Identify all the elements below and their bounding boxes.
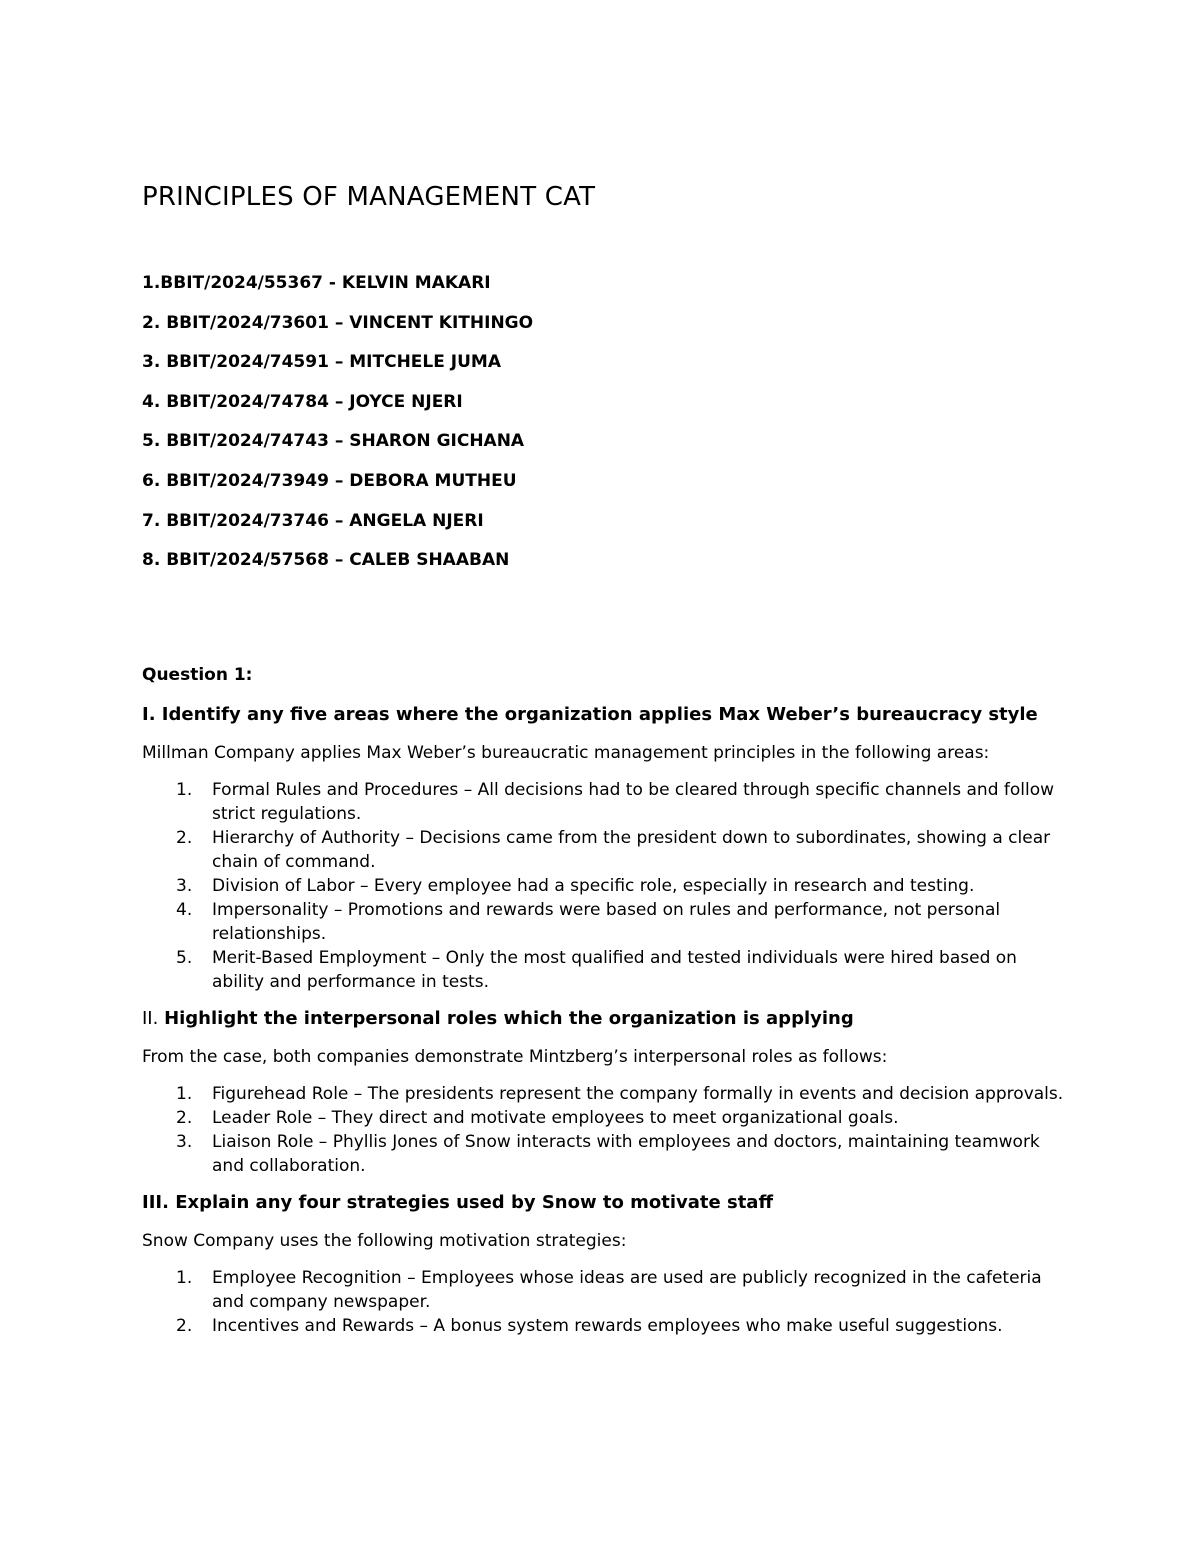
section-heading-text: Highlight the interpersonal roles which the organization is applying (164, 1008, 854, 1029)
member-entry: 5. BBIT/2024/74743 – SHARON GICHANA (142, 431, 525, 452)
list-item (142, 778, 1072, 826)
group-members-list (142, 270, 533, 587)
list-item-text: Division of Labor – Every employee had a specific role, especially in research and testing. (212, 876, 975, 896)
list-number: 1. (176, 1084, 193, 1104)
section-intro-1: Millman Company applies Max Weber’s bureaucratic management principles in the following areas: (142, 743, 990, 763)
list-number: 5. (176, 948, 193, 968)
list-item-text: Hierarchy of Authority – Decisions came from the president down to subordinates, showing a clear chain of command. (212, 828, 1051, 872)
list-item (142, 946, 1072, 994)
section-heading-3: III. Explain any four strategies used by Snow to motivate staff (142, 1192, 774, 1213)
question-label: Question 1: (142, 665, 253, 685)
member-entry: 8. BBIT/2024/57568 – CALEB SHAABAN (142, 550, 510, 571)
list-number: 1. (176, 780, 193, 800)
member-entry: 7. BBIT/2024/73746 – ANGELA NJERI (142, 510, 484, 531)
list-number: 3. (176, 876, 193, 896)
list-item-text: Incentives and Rewards – A bonus system rewards employees who make useful suggestions. (212, 1316, 1003, 1336)
section-heading-2 (142, 1006, 1072, 1032)
member-entry: 6. BBIT/2024/73949 – DEBORA MUTHEU (142, 470, 517, 491)
list-item (142, 1082, 1072, 1106)
list-item-text: Liaison Role – Phyllis Jones of Snow interacts with employees and doctors, maintaining teamwork and collaboration. (212, 1132, 1040, 1176)
member-entry: 1.BBIT/2024/55367 - KELVIN MAKARI (142, 273, 491, 293)
member-entry: 4. BBIT/2024/74784 – JOYCE NJERI (142, 391, 463, 412)
list-item (142, 1106, 1072, 1130)
list-number: 2. (176, 1108, 193, 1128)
list-item (142, 874, 1072, 898)
list-item-text: Employee Recognition – Employees whose ideas are used are publicly recognized in the cafeteria and company newspaper. (212, 1268, 1042, 1312)
list-item-text: Leader Role – They direct and motivate employees to meet organizational goals. (212, 1108, 899, 1128)
section-number: II. (142, 1008, 165, 1029)
list-number: 1. (176, 1268, 193, 1288)
document-title: PRINCIPLES OF MANAGEMENT CAT (142, 182, 596, 212)
list-number: 4. (176, 900, 193, 920)
section-intro-3: Snow Company uses the following motivation strategies: (142, 1231, 627, 1251)
section-list-3 (142, 1266, 1072, 1338)
section-list-1 (142, 778, 1072, 994)
list-item (142, 898, 1072, 946)
section-list-2 (142, 1082, 1072, 1178)
section-heading-1: I. Identify any five areas where the organization applies Max Weber’s bureaucracy style (142, 704, 1038, 725)
list-item-text: Figurehead Role – The presidents represent the company formally in events and decision approvals. (212, 1084, 1064, 1104)
list-item (142, 1130, 1072, 1178)
list-item (142, 826, 1072, 874)
member-entry: 2. BBIT/2024/73601 – VINCENT KITHINGO (142, 312, 534, 333)
member-entry: 3. BBIT/2024/74591 – MITCHELE JUMA (142, 352, 501, 373)
list-number: 3. (176, 1132, 193, 1152)
list-number: 2. (176, 1316, 193, 1336)
list-number: 2. (176, 828, 193, 848)
list-item-text: Merit-Based Employment – Only the most qualified and tested individuals were hired based on ability and performance in tests. (212, 948, 1017, 992)
list-item-text: Impersonality – Promotions and rewards were based on rules and performance, not personal relationships. (212, 900, 1001, 944)
question-content (142, 662, 1072, 1350)
list-item (142, 1314, 1072, 1338)
list-item (142, 1266, 1072, 1314)
section-intro-2: From the case, both companies demonstrate Mintzberg’s interpersonal roles as follows: (142, 1047, 888, 1067)
list-item-text: Formal Rules and Procedures – All decisions had to be cleared through specific channels and follow strict regulations. (212, 780, 1055, 824)
